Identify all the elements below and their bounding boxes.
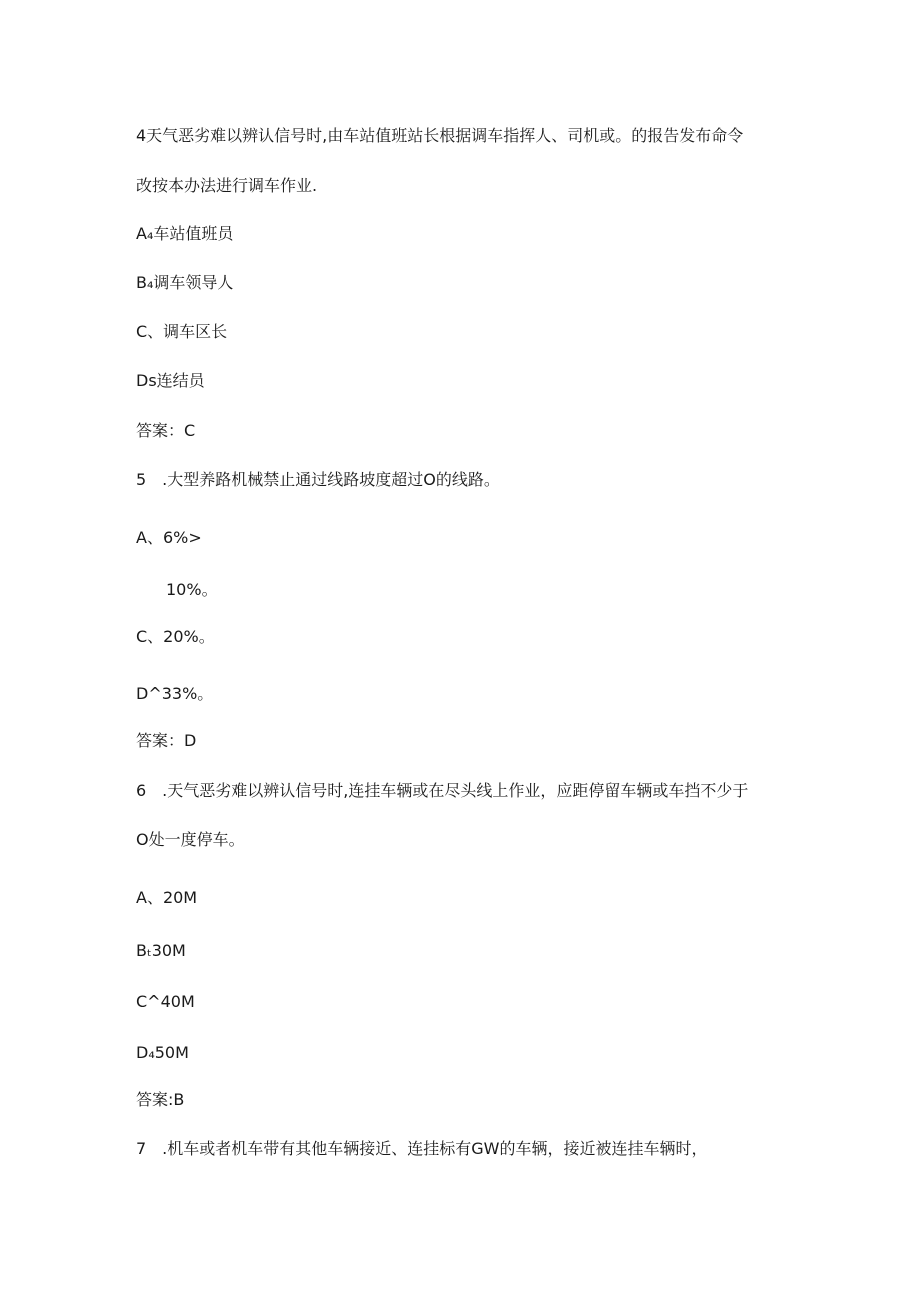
question-7-text: 7 .机车或者机车带有其他车辆接近、连挂标有GW的车辆，接近被连挂车辆时， (136, 1139, 708, 1158)
question-6-answer: 答案:B (136, 1090, 185, 1109)
question-5-option-b: 10%。 (166, 580, 218, 599)
question-4-option-b: B₄调车领导人 (136, 273, 234, 292)
question-5-text: 5 .大型养路机械禁止通过线路坡度超过O的线路。 (136, 470, 500, 489)
question-5-option-c: C、20%。 (136, 627, 215, 646)
question-6-option-b: Bₜ30M (136, 941, 186, 960)
question-5-answer: 答案：D (136, 731, 197, 750)
question-6-text-line-1: 6 .天气恶劣难以辨认信号时,连挂车辆或在尽头线上作业，应距停留车辆或车挡不少于 (136, 781, 749, 800)
question-4-answer: 答案：C (136, 421, 196, 440)
question-4-text-line-2: 改按本办法进行调车作业. (136, 176, 318, 195)
question-6-option-a: A、20M (136, 888, 198, 907)
question-5-option-d: D^33%。 (136, 684, 214, 703)
question-6-text-line-2: O处一度停车。 (136, 830, 245, 849)
question-6-option-c: C^40M (136, 992, 195, 1011)
question-5-option-a: A、6%> (136, 528, 202, 547)
question-4-text-line-1: 4天气恶劣难以辨认信号时,由车站值班站长根据调车指挥人、司机或。的报告发布命令 (136, 126, 744, 145)
question-4-option-d: Ds连结员 (136, 371, 205, 390)
question-6-option-d: D₄50M (136, 1043, 189, 1062)
question-4-option-a: A₄车站值班员 (136, 224, 234, 243)
question-4-option-c: C、调车区长 (136, 322, 228, 341)
